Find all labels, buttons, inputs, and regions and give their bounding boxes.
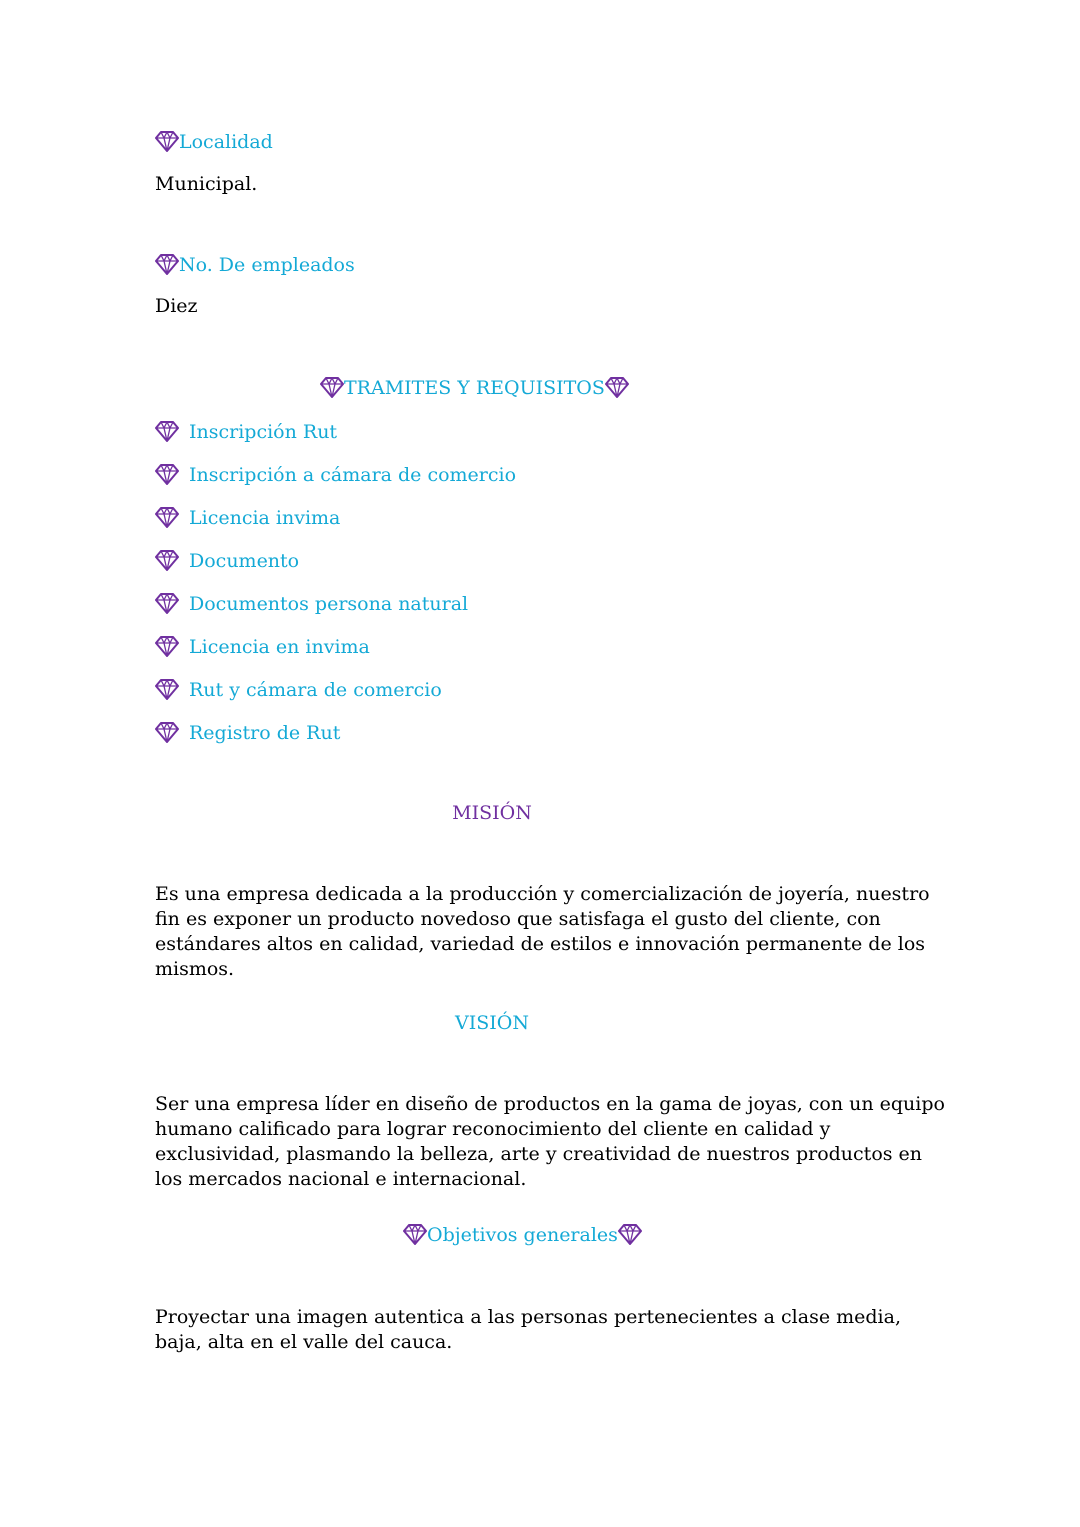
list-item-label: Documentos persona natural xyxy=(189,593,469,615)
diamond-icon xyxy=(155,420,179,442)
list-item-label: Licencia invima xyxy=(189,507,341,529)
list-item-label: Inscripción a cámara de comercio xyxy=(189,464,517,486)
list-item xyxy=(155,549,299,572)
employees-heading xyxy=(155,253,355,276)
diamond-icon xyxy=(155,130,179,152)
diamond-icon xyxy=(155,253,179,275)
diamond-icon xyxy=(155,463,179,485)
diamond-icon xyxy=(155,549,179,571)
diamond-icon xyxy=(155,592,179,614)
list-item-label: Inscripción Rut xyxy=(189,421,338,443)
diamond-icon xyxy=(403,1223,427,1245)
employees-label: No. De empleados xyxy=(179,254,355,276)
list-item-label: Registro de Rut xyxy=(189,722,341,744)
vision-title: VISIÓN xyxy=(455,1012,529,1034)
list-item xyxy=(155,463,516,486)
list-item xyxy=(155,420,337,443)
vision-text: Ser una empresa líder en diseño de productos en la gama de joyas, con un equipo humano calificado para lograr reconocimiento del cliente en calidad y exclusividad, plasmando la belleza, arte y creatividad de nuestros productos en los mercados nacional e internacional. xyxy=(155,1093,945,1190)
diamond-icon xyxy=(320,376,344,398)
diamond-icon xyxy=(155,678,179,700)
locality-value: Municipal. xyxy=(155,173,258,195)
diamond-icon xyxy=(155,506,179,528)
list-item-label: Documento xyxy=(189,550,300,572)
list-item xyxy=(155,506,340,529)
list-item xyxy=(155,635,370,658)
diamond-icon xyxy=(155,635,179,657)
objectives-title xyxy=(403,1223,642,1246)
diamond-icon xyxy=(155,721,179,743)
procedures-title xyxy=(320,376,629,399)
mission-title: MISIÓN xyxy=(452,802,532,824)
objectives-title-text: Objetivos generales xyxy=(427,1224,618,1246)
list-item-label: Rut y cámara de comercio xyxy=(189,679,442,701)
diamond-icon xyxy=(618,1223,642,1245)
list-item xyxy=(155,721,340,744)
mission-text: Es una empresa dedicada a la producción y comercialización de joyería, nuestro fin es exponer un producto novedoso que satisfaga el gusto del cliente, con estándares altos en calidad, variedad de estilos e innovación permanente de los mismos. xyxy=(155,883,930,980)
locality-heading xyxy=(155,130,273,153)
list-item xyxy=(155,592,468,615)
list-item-label: Licencia en invima xyxy=(189,636,370,658)
locality-label: Localidad xyxy=(179,131,273,153)
diamond-icon xyxy=(605,376,629,398)
employees-value: Diez xyxy=(155,295,198,317)
list-item xyxy=(155,678,442,701)
procedures-title-text: TRAMITES Y REQUISITOS xyxy=(344,377,605,399)
objectives-text: Proyectar una imagen autentica a las personas pertenecientes a clase media, baja, alta en el valle del cauca. xyxy=(155,1306,901,1353)
